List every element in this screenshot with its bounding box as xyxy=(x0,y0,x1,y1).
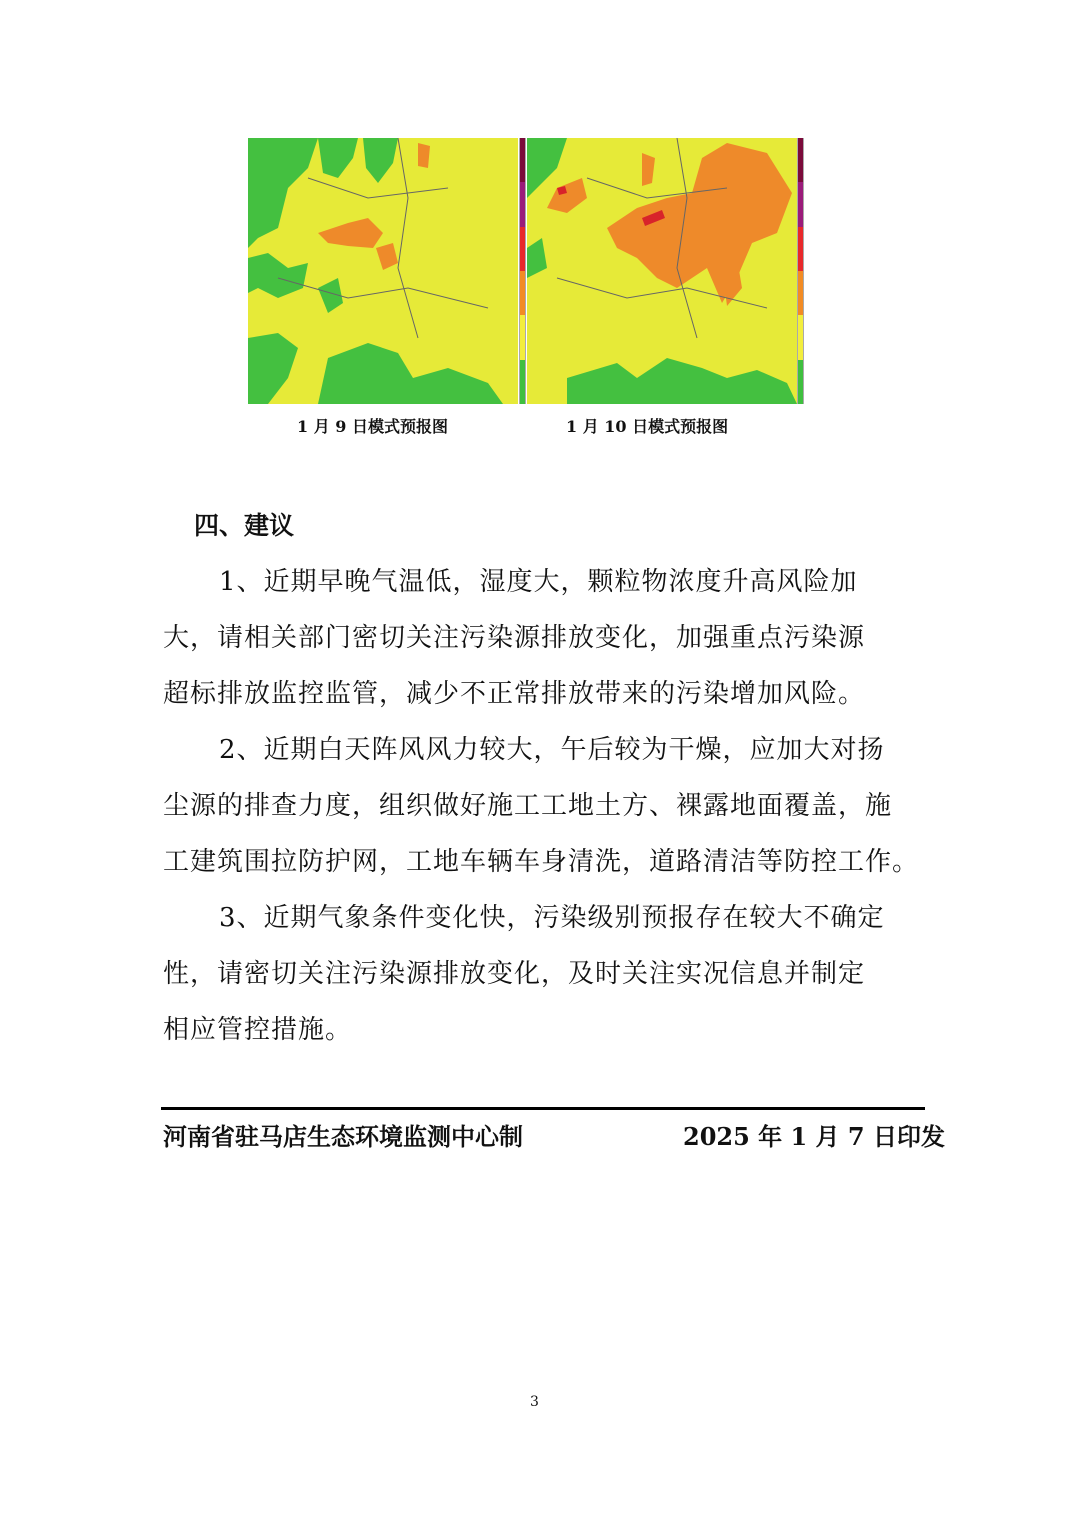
section-heading: 四、建议 xyxy=(194,511,295,540)
footer-date: 2025 年 1 月 7 日印发 xyxy=(683,1122,945,1151)
legend-swatch-1 xyxy=(798,138,803,182)
paragraph-line: 性，请密切关注污染源排放变化，及时关注实况信息并制定 xyxy=(163,959,866,989)
legend-swatch-5 xyxy=(798,315,803,359)
legend-swatch-2 xyxy=(798,182,803,226)
forecast-map-jan10 xyxy=(527,138,797,404)
legend-swatch-4 xyxy=(798,271,803,315)
legend-swatch-1 xyxy=(520,138,525,182)
recommendation-paragraph-3 xyxy=(163,890,915,1058)
forecast-map-jan9 xyxy=(248,138,518,404)
paragraph-line: 相应管控措施。 xyxy=(163,1015,353,1045)
map-image xyxy=(527,138,797,404)
paragraph-line: 3、近期气象条件变化快，污染级别预报存在较大不确定 xyxy=(219,903,885,933)
legend-colorbar xyxy=(519,138,526,404)
paragraph-line: 2、近期白天阵风风力较大，午后较为干燥，应加大对扬 xyxy=(219,735,885,765)
paragraph-line: 1、近期早晚气温低，湿度大，颗粒物浓度升高风险加 xyxy=(219,567,858,597)
paragraph-line: 尘源的排查力度，组织做好施工工地土方、裸露地面覆盖，施 xyxy=(163,791,893,821)
legend-swatch-6 xyxy=(520,360,525,404)
footer-divider xyxy=(161,1107,925,1110)
paragraph-line: 工建筑围拉防护网，工地车辆车身清洗，道路清洁等防控工作。 xyxy=(163,847,920,877)
legend-swatch-2 xyxy=(520,182,525,226)
footer-issuer: 河南省驻马店生态环境监测中心制 xyxy=(163,1122,523,1151)
map-image xyxy=(248,138,518,404)
legend-swatch-3 xyxy=(520,227,525,271)
map1-caption: 1 月 9 日模式预报图 xyxy=(297,417,448,436)
legend-swatch-6 xyxy=(798,360,803,404)
recommendation-paragraph-1 xyxy=(163,554,915,722)
map2-caption: 1 月 10 日模式预报图 xyxy=(566,417,729,436)
legend-swatch-5 xyxy=(520,315,525,359)
paragraph-line: 超标排放监控监管，减少不正常排放带来的污染增加风险。 xyxy=(163,679,866,709)
legend-swatch-3 xyxy=(798,227,803,271)
paragraph-line: 大，请相关部门密切关注污染源排放变化，加强重点污染源 xyxy=(163,623,866,653)
legend-swatch-4 xyxy=(520,271,525,315)
page-number: 3 xyxy=(530,1394,539,1410)
legend-colorbar xyxy=(797,138,804,404)
recommendation-paragraph-2 xyxy=(163,722,920,890)
